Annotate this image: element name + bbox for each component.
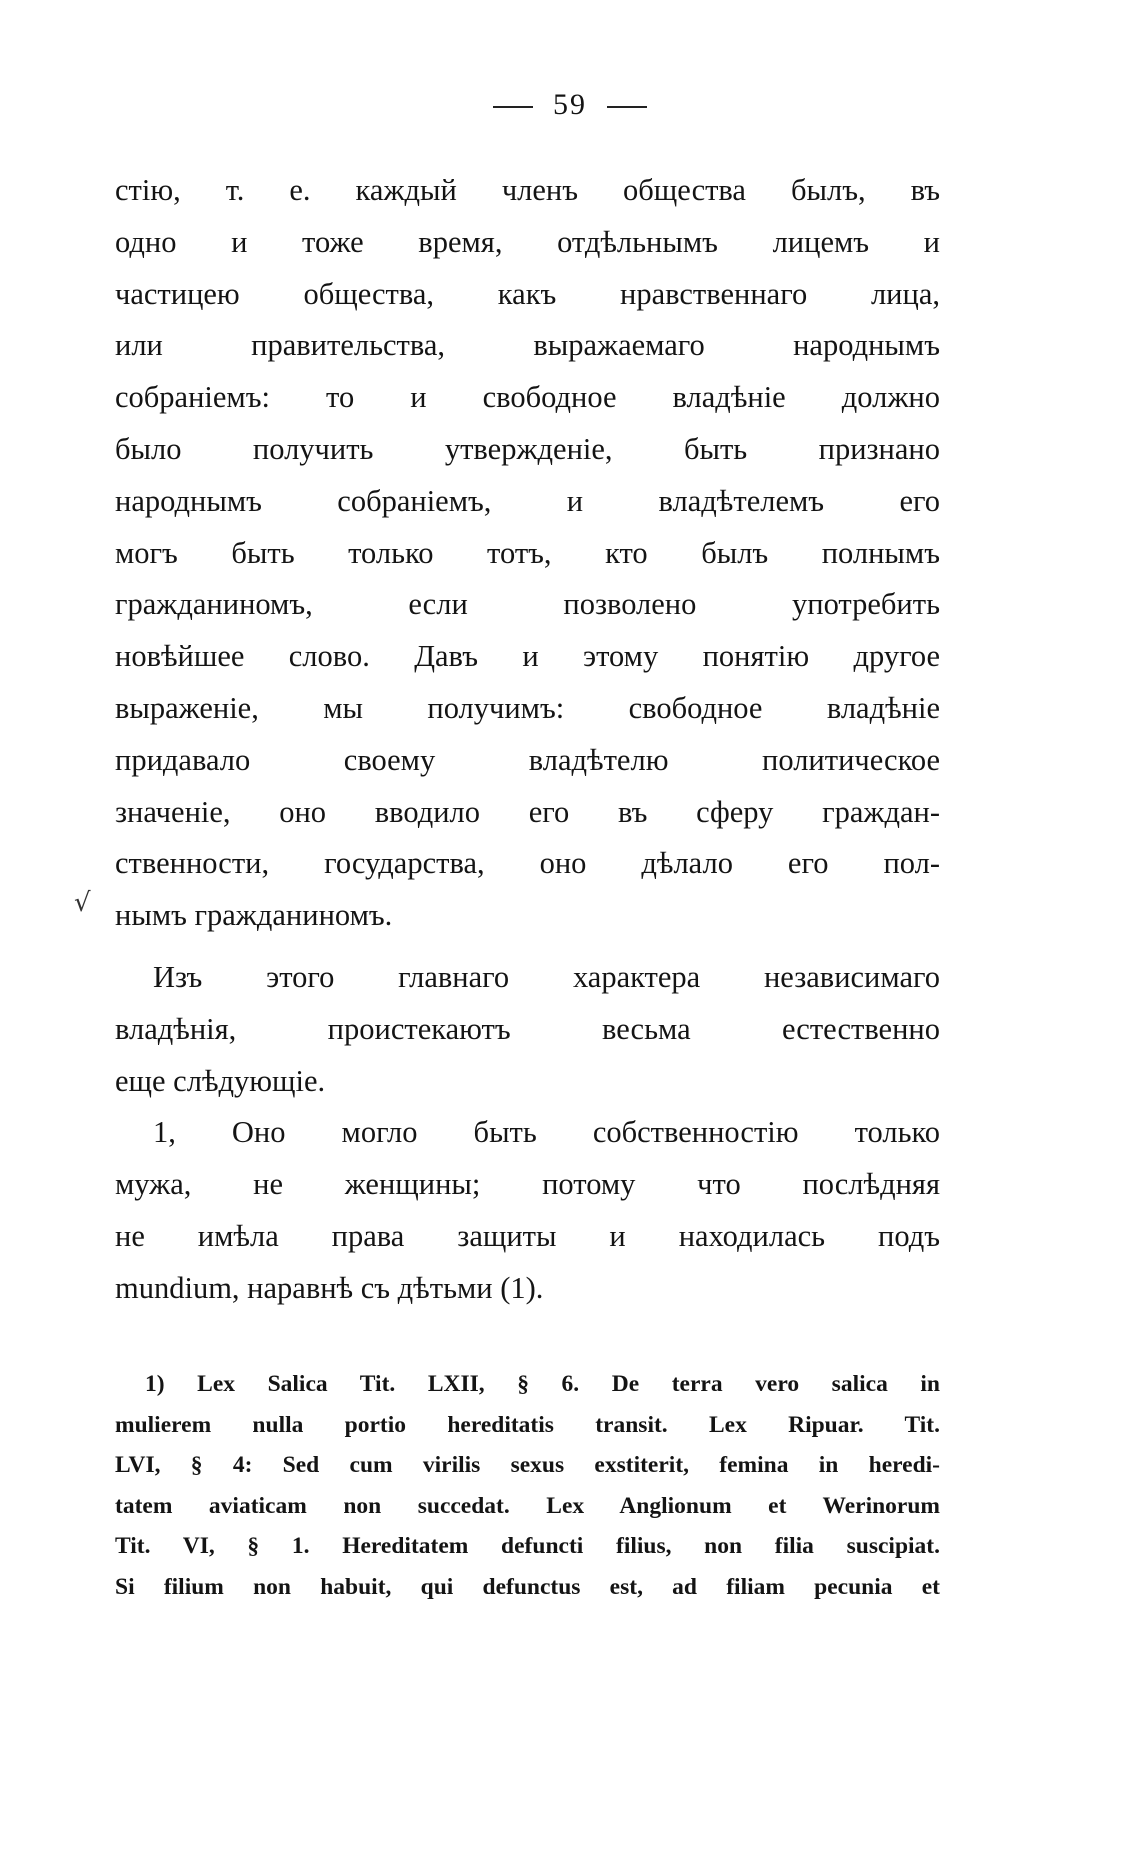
page-number bbox=[0, 88, 1140, 122]
text-line: выраженіе, мы получимъ: свободное владѣніе bbox=[115, 690, 940, 725]
paragraph-3 bbox=[115, 1107, 940, 1314]
page-number-dash-left bbox=[493, 106, 533, 108]
paragraph-1 bbox=[115, 165, 940, 942]
text-line: народнымъ собраніемъ, и владѣтелемъ его bbox=[115, 483, 940, 518]
text-line: Изъ этого главнаго характера независимаго bbox=[153, 959, 940, 994]
paragraph-2 bbox=[115, 952, 940, 1107]
text-line: собраніемъ: то и свободное владѣніе должно bbox=[115, 380, 940, 415]
text-line: стію, т. е. каждый членъ общества былъ, въ bbox=[115, 173, 940, 207]
footnote bbox=[115, 1364, 940, 1607]
text-line: гражданиномъ, если позволено употребить bbox=[115, 587, 940, 622]
text-line: придавало своему владѣтелю политическое bbox=[115, 742, 940, 777]
text-line: или правительства, выражаемаго народнымъ bbox=[115, 328, 940, 363]
footnote-line: Si filium non habuit, qui defunctus est, ad filiam pecunia et bbox=[115, 1573, 940, 1600]
text-line: значеніе, оно вводило его въ сферу граждан- bbox=[115, 794, 940, 829]
main-text bbox=[115, 165, 940, 1315]
text-line: ственности, государства, оно дѣлало его пол- bbox=[115, 846, 940, 881]
page-number-dash-right bbox=[607, 106, 647, 108]
text-line: частицею общества, какъ нравственнаго лица, bbox=[115, 276, 940, 311]
text-line: не имѣла права защиты и находилась подъ bbox=[115, 1218, 940, 1253]
footnote-line: LVI, § 4: Sed cum virilis sexus exstiterit, femina in heredi- bbox=[115, 1452, 940, 1478]
footnote-line: mulierem nulla portio hereditatis transit. Lex Ripuar. Tit. bbox=[115, 1411, 940, 1438]
text-line: еще слѣдующіе. bbox=[115, 1063, 326, 1098]
margin-check-mark: √ bbox=[74, 888, 91, 918]
footnote-line: Tit. VI, § 1. Hereditatem defuncti filius, non filia suscipiat. bbox=[115, 1533, 940, 1559]
footnote-line: tatem aviaticam non succedat. Lex Anglionum et Werinorum bbox=[115, 1492, 940, 1519]
page-number-value: 59 bbox=[553, 88, 587, 121]
text-line: владѣнія, проистекаютъ весьма естественно bbox=[115, 1011, 940, 1046]
text-line: новѣйшее слово. Давъ и этому понятію другое bbox=[115, 639, 940, 674]
paragraph-gap bbox=[115, 942, 940, 952]
footnote-line: 1) Lex Salica Tit. LXII, § 6. De terra vero salica in bbox=[145, 1371, 940, 1397]
text-line: мужа, не женщины; потому что послѣдняя bbox=[115, 1167, 940, 1202]
text-line: было получить утвержденіе, быть признано bbox=[115, 431, 940, 466]
text-line: 1, Оно могло быть собственностію только bbox=[153, 1115, 940, 1150]
text-line: mundium, наравнѣ съ дѣтьми (1). bbox=[115, 1270, 544, 1305]
text-line: нымъ гражданиномъ. bbox=[115, 898, 393, 933]
text-line: могъ быть только тотъ, кто былъ полнымъ bbox=[115, 535, 940, 570]
text-line: одно и тоже время, отдѣльнымъ лицемъ и bbox=[115, 224, 940, 259]
